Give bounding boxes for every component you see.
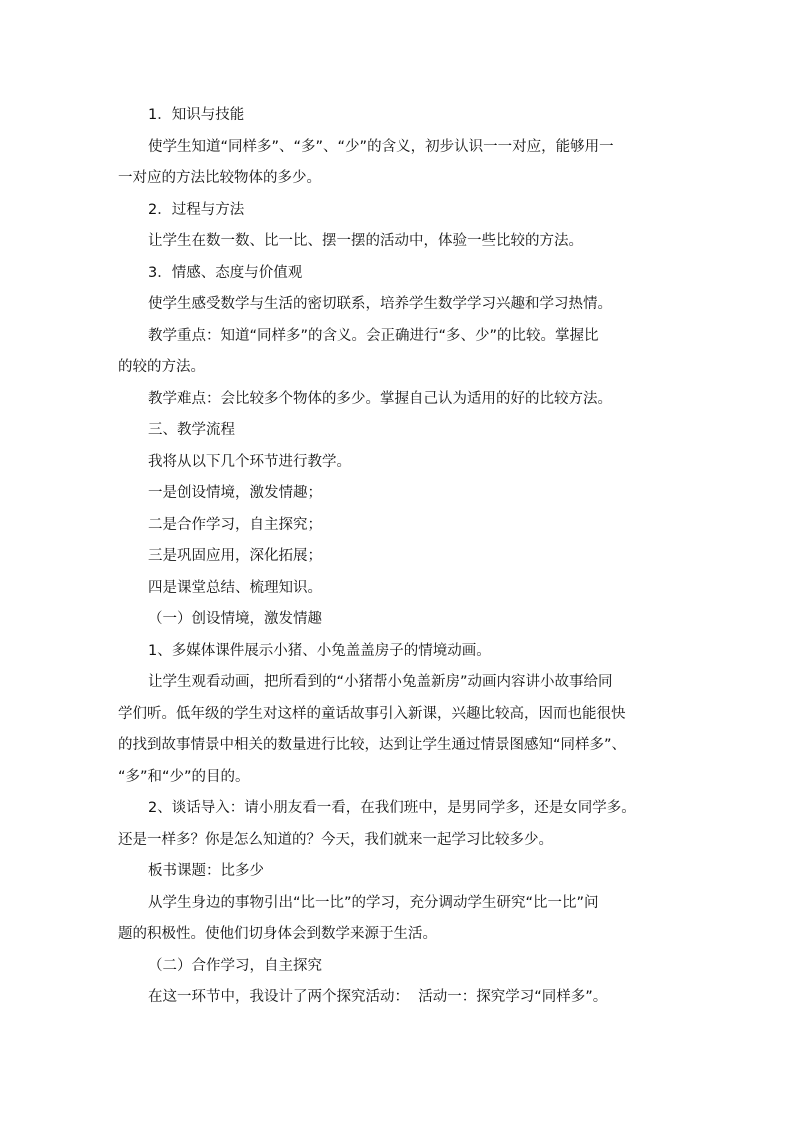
- text-line: 使学生感受数学与生活的密切联系，培养学生数学学习兴趣和学习热情。: [148, 296, 612, 312]
- text-line: 在这一环节中，我设计了两个探究活动： 活动一：探究学习“同样多”。: [148, 989, 608, 1005]
- text-line: 使学生知道“同样多”、“多”、“少”的含义，初步认识一一对应，能够用一: [148, 138, 614, 155]
- text-line: 学们听。低年级的学生对这样的童话故事引入新课，兴趣比较高，因而也能很快: [118, 705, 626, 722]
- text-line: 板书课题：比多少: [148, 863, 264, 879]
- text-line: 让学生观看动画，把所看到的“小猪帮小兔盖新房”动画内容讲小故事给同: [148, 674, 613, 690]
- text-line: 1、多媒体课件展示小猪、小兔盖盖房子的情境动画。: [148, 642, 491, 659]
- text-line: 还是一样多？你是怎么知道的？今天，我们就来一起学习比较多少。: [118, 831, 553, 848]
- text-line: 从学生身边的事物引出“比一比”的学习，充分调动学生研究“比一比”问: [148, 894, 599, 911]
- text-line: 二是合作学习，自主探究；: [148, 516, 322, 533]
- text-line: 题的积极性。使他们切身体会到数学来源于生活。: [118, 926, 437, 942]
- text-line: 3．情感、态度与价值观: [148, 264, 303, 281]
- text-line: 的找到故事情景中相关的数量进行比较，达到让学生通过情景图感知“同样多”、: [118, 737, 627, 753]
- text-line: 教学难点：会比较多个物体的多少。掌握自己认为适用的好的比较方法。: [148, 390, 612, 407]
- text-line: 四是课堂总结、梳理知识。: [148, 579, 322, 596]
- text-line: 教学重点：知道“同样多”的含义。会正确进行“多、少”的比较。掌握比: [148, 327, 599, 344]
- text-line: 一对应的方法比较物体的多少。: [118, 170, 321, 186]
- text-line: 三、教学流程: [148, 422, 235, 438]
- text-line: 三是巩固应用，深化拓展；: [148, 548, 322, 564]
- text-line: 1．知识与技能: [148, 107, 245, 123]
- text-line: （二）合作学习，自主探究: [148, 957, 322, 974]
- text-line: 2．过程与方法: [148, 201, 245, 218]
- text-line: 一是创设情境，激发情趣；: [148, 485, 322, 501]
- text-line: （一）创设情境，激发情趣: [148, 611, 322, 627]
- text-line: 我将从以下几个环节进行教学。: [148, 453, 351, 470]
- document-body: [118, 100, 688, 1014]
- text-line: 让学生在数一数、比一比、摆一摆的活动中，体验一些比较的方法。: [148, 233, 583, 249]
- text-line: 的较的方法。: [118, 359, 205, 375]
- text-line: 2、谈话导入：请小朋友看一看，在我们班中，是男同学多，还是女同学多。: [148, 800, 636, 816]
- text-line: “多”和“少”的目的。: [118, 768, 250, 785]
